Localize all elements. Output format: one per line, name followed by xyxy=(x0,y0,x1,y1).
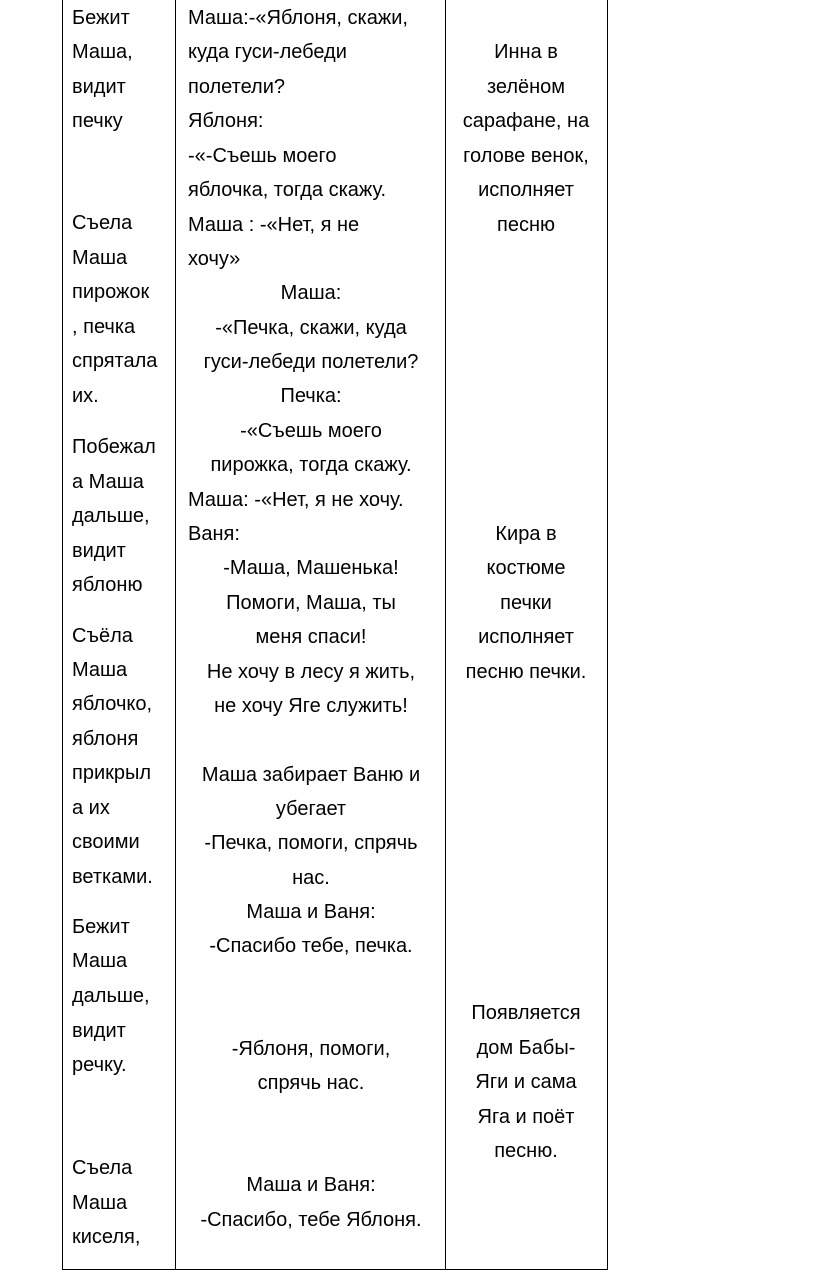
dialogue-line: Не хочу в лесу я жить, xyxy=(206,661,416,683)
dialogue-line: Маша:-«Яблоня, скажи, xyxy=(188,7,408,29)
dialogue-line: Яблоня: xyxy=(188,110,264,132)
dialogue-line: -Спасибо тебе, печка. xyxy=(209,935,413,957)
dialogue-line: убегает xyxy=(275,798,347,820)
narration-line: Съела xyxy=(72,212,133,234)
dialogue-line: хочу» xyxy=(188,248,241,270)
stage-note-line: песню xyxy=(497,214,555,236)
narration-line: яблочко, xyxy=(72,693,153,715)
stage-note-line: песню печки. xyxy=(465,661,587,683)
narration-line: видит xyxy=(72,540,126,562)
narration-line: Маша xyxy=(72,247,128,269)
narration-line: речку. xyxy=(72,1054,127,1076)
narration-line: Маша xyxy=(72,1192,128,1214)
dialogue-line: меня спаси! xyxy=(255,626,367,648)
narration-line: своими xyxy=(72,831,140,853)
stage-note-line: Инна в xyxy=(494,41,558,63)
dialogue-line: -Маша, Машенька! xyxy=(223,557,399,579)
dialogue-line: Маша: xyxy=(280,282,342,304)
stage-note-line: голове венок, xyxy=(463,145,589,167)
narration-line: печку xyxy=(72,110,123,132)
dialogue-line: -«Печка, скажи, куда xyxy=(215,317,407,339)
dialogue-line: Маша: -«Нет, я не хочу. xyxy=(188,489,404,511)
stage-note-line: сарафане, на xyxy=(462,110,590,132)
stage-note-line: Появляется xyxy=(471,1002,581,1024)
narration-line: Маша xyxy=(72,659,128,681)
narration-line: видит xyxy=(72,1020,126,1042)
stage-note-line: костюме xyxy=(486,557,566,579)
dialogue-line: нас. xyxy=(292,867,330,889)
stage-note-line: зелёном xyxy=(486,76,566,98)
narration-line: спрятала xyxy=(72,350,158,372)
narration-line: Бежит xyxy=(72,7,130,29)
dialogue-line: Маша : -«Нет, я не xyxy=(188,214,360,236)
narration-line: дальше, xyxy=(72,505,150,527)
narration-line: Маша xyxy=(72,950,128,972)
narration-line: Маша, xyxy=(72,41,133,63)
dialogue-line: гуси-лебеди полетели? xyxy=(203,351,419,373)
narration-line: киселя, xyxy=(72,1226,141,1248)
dialogue-line: Маша и Ваня: xyxy=(246,1174,376,1196)
dialogue-line: яблочка, тогда скажу. xyxy=(188,179,387,201)
dialogue-line: Маша и Ваня: xyxy=(246,901,376,923)
stage-note-line: исполняет xyxy=(478,179,574,201)
dialogue-line: куда гуси-лебеди xyxy=(188,41,347,63)
narration-line: пирожок xyxy=(72,281,150,303)
narration-line: Съела xyxy=(72,1157,133,1179)
stage-note-line: Яги и сама xyxy=(475,1071,577,1093)
narration-line: их. xyxy=(72,385,99,407)
dialogue-line: полетели? xyxy=(188,76,286,98)
narration-line: ветками. xyxy=(72,866,153,888)
narration-line: прикрыл xyxy=(72,762,152,784)
narration-line: Бежит xyxy=(72,916,130,938)
narration-line: дальше, xyxy=(72,985,150,1007)
narration-line: Съёла xyxy=(72,625,133,647)
narration-line: а их xyxy=(72,797,110,819)
dialogue-line: Печка: xyxy=(280,385,342,407)
dialogue-line: Ваня: xyxy=(188,523,240,545)
dialogue-line: Маша забирает Ваню и xyxy=(201,764,421,786)
dialogue-line: спрячь нас. xyxy=(257,1072,365,1094)
stage-note-line: Кира в xyxy=(495,523,557,545)
column-divider xyxy=(175,0,176,1269)
narration-line: яблоню xyxy=(72,574,143,596)
dialogue-line: -«Съешь моего xyxy=(240,420,382,442)
dialogue-line: -Яблоня, помоги, xyxy=(231,1038,391,1060)
dialogue-line: -«-Съешь моего xyxy=(188,145,337,167)
dialogue-line: не хочу Яге служить! xyxy=(214,695,408,717)
stage-note-line: печки xyxy=(500,592,552,614)
dialogue-line: -Печка, помоги, спрячь xyxy=(204,832,418,854)
stage-note-line: исполняет xyxy=(478,626,574,648)
dialogue-line: пирожка, тогда скажу. xyxy=(210,454,412,476)
narration-line: видит xyxy=(72,76,126,98)
stage-note-line: песню. xyxy=(494,1140,558,1162)
stage-note-line: дом Бабы- xyxy=(476,1037,576,1059)
stage-note-line: Яга и поёт xyxy=(477,1106,575,1128)
narration-line: , печка xyxy=(72,316,136,338)
narration-line: а Маша xyxy=(72,471,144,493)
narration-line: Побежал xyxy=(72,436,156,458)
dialogue-line: -Спасибо, тебе Яблоня. xyxy=(200,1209,422,1231)
dialogue-line: Помоги, Маша, ты xyxy=(226,592,396,614)
narration-line: яблоня xyxy=(72,728,139,750)
